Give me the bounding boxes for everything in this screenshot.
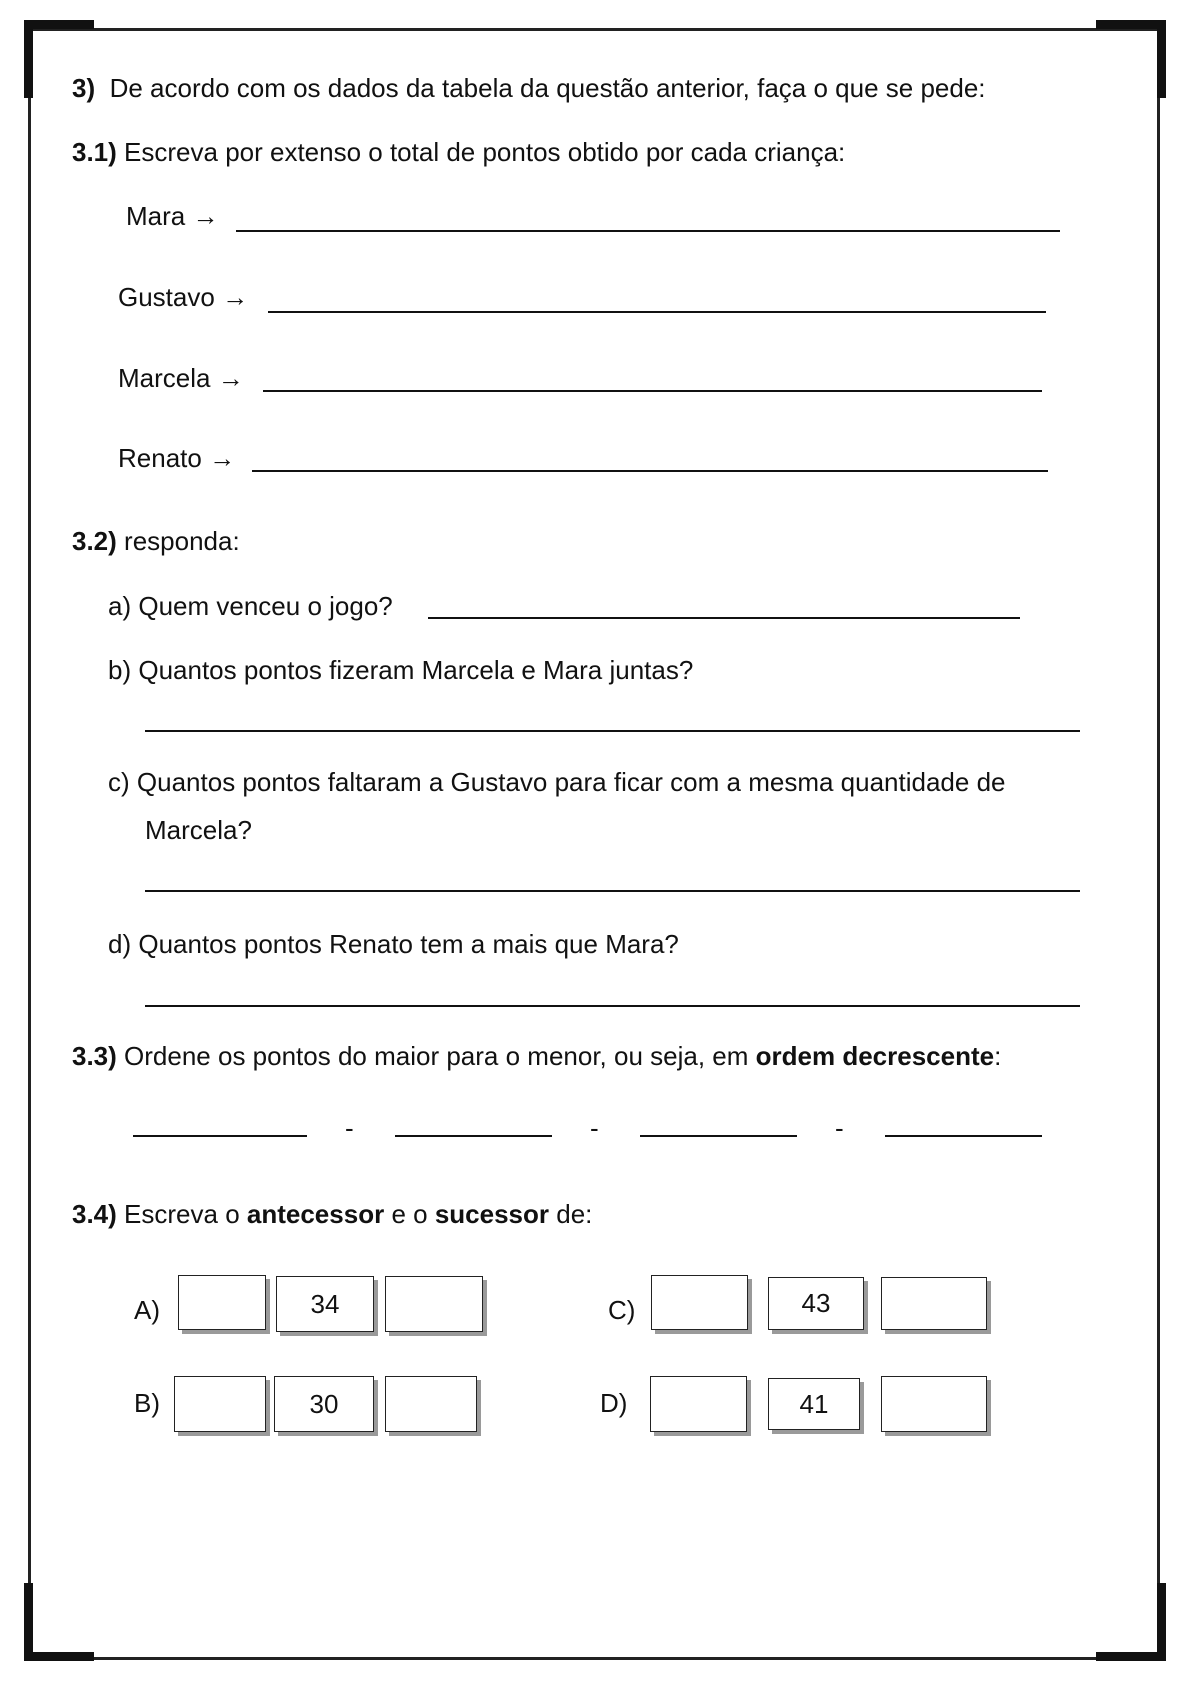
answer-line-gustavo[interactable] bbox=[268, 311, 1046, 313]
corner-top-right bbox=[1096, 20, 1166, 29]
question-3-3 bbox=[72, 1040, 1001, 1072]
item-d bbox=[108, 928, 679, 960]
item-text: Quantos pontos faltaram a Gustavo para ficar com a mesma quantidade de bbox=[136, 767, 1006, 797]
corner-bottom-right bbox=[1096, 1652, 1166, 1661]
number-box-a: 34 bbox=[276, 1276, 374, 1332]
item-c-continuation bbox=[145, 814, 252, 846]
antecessor-box-d[interactable] bbox=[650, 1376, 747, 1432]
question-3-2-number: 3.2) bbox=[72, 526, 117, 556]
question-3-4-bold-sucessor: sucessor bbox=[434, 1199, 550, 1229]
antecessor-box-b[interactable] bbox=[174, 1376, 266, 1432]
corner-top-right-v bbox=[1157, 20, 1166, 98]
question-3-4-number: 3.4) bbox=[72, 1199, 117, 1229]
number-box-d: 41 bbox=[768, 1378, 860, 1430]
order-separator: - bbox=[835, 1113, 844, 1143]
item-b bbox=[108, 654, 693, 686]
arrow-icon: → bbox=[209, 443, 236, 473]
child-row-mara bbox=[126, 200, 218, 232]
corner-bottom-left-v bbox=[24, 1583, 33, 1661]
question-3-2-text: responda: bbox=[124, 526, 240, 556]
corner-bottom-right-v bbox=[1157, 1583, 1166, 1661]
item-letter: d) bbox=[108, 929, 132, 959]
question-3-4-bold-antecessor: antecessor bbox=[246, 1199, 385, 1229]
answer-line-marcela[interactable] bbox=[263, 390, 1042, 392]
corner-bottom-left bbox=[24, 1652, 94, 1661]
question-3-3-number: 3.3) bbox=[72, 1041, 117, 1071]
question-3-1-number: 3.1) bbox=[72, 137, 117, 167]
arrow-icon: → bbox=[222, 282, 249, 312]
child-name: Marcela bbox=[118, 363, 211, 393]
question-3-4 bbox=[72, 1198, 592, 1230]
question-3-3-emphasis: ordem decrescente bbox=[755, 1041, 995, 1071]
question-3-3-text: Ordene os pontos do maior para o menor, ou seja, em bbox=[124, 1041, 749, 1071]
question-3-3-colon: : bbox=[994, 1041, 1002, 1071]
number-box-b: 30 bbox=[274, 1376, 374, 1432]
order-blank-4[interactable] bbox=[885, 1135, 1042, 1137]
number-box-c: 43 bbox=[768, 1277, 864, 1330]
child-row-marcela bbox=[118, 362, 244, 394]
item-letter: a) bbox=[108, 591, 132, 621]
question-3 bbox=[72, 72, 986, 104]
child-name: Mara bbox=[126, 201, 186, 231]
question-3-1 bbox=[72, 136, 845, 168]
group-label-c: C) bbox=[608, 1295, 636, 1325]
antecessor-box-c[interactable] bbox=[651, 1275, 748, 1330]
question-3-text: De acordo com os dados da tabela da questão anterior, faça o que se pede: bbox=[109, 73, 986, 103]
item-letter: c) bbox=[108, 767, 130, 797]
order-blank-1[interactable] bbox=[133, 1135, 307, 1137]
sucessor-box-b[interactable] bbox=[385, 1376, 477, 1432]
item-text: Quantos pontos Renato tem a mais que Mara? bbox=[138, 929, 679, 959]
order-blank-3[interactable] bbox=[640, 1135, 797, 1137]
item-text: Marcela? bbox=[145, 815, 252, 845]
group-label-d: D) bbox=[600, 1388, 628, 1418]
sucessor-box-c[interactable] bbox=[881, 1277, 987, 1330]
sucessor-box-d[interactable] bbox=[881, 1376, 987, 1432]
answer-line-renato[interactable] bbox=[252, 470, 1048, 472]
item-a bbox=[108, 590, 393, 622]
answer-line-d[interactable] bbox=[145, 1005, 1080, 1007]
antecessor-box-a[interactable] bbox=[178, 1275, 266, 1330]
answer-line-c[interactable] bbox=[145, 890, 1080, 892]
item-c bbox=[108, 766, 1006, 798]
item-text: Quantos pontos fizeram Marcela e Mara juntas? bbox=[138, 655, 694, 685]
item-letter: b) bbox=[108, 655, 132, 685]
order-separator: - bbox=[345, 1113, 354, 1143]
answer-line-mara[interactable] bbox=[236, 230, 1060, 232]
group-label-a: A) bbox=[134, 1295, 160, 1325]
child-name: Renato bbox=[118, 443, 202, 473]
question-3-2 bbox=[72, 525, 240, 557]
group-label-b: B) bbox=[134, 1388, 160, 1418]
answer-line-a[interactable] bbox=[428, 617, 1020, 619]
order-blank-2[interactable] bbox=[395, 1135, 552, 1137]
question-3-4-text-a: Escreva o bbox=[124, 1199, 240, 1229]
order-separator: - bbox=[590, 1113, 599, 1143]
sucessor-box-a[interactable] bbox=[385, 1276, 483, 1332]
item-text: Quem venceu o jogo? bbox=[138, 591, 393, 621]
corner-top-left-v bbox=[24, 20, 33, 98]
answer-line-b[interactable] bbox=[145, 730, 1080, 732]
child-row-gustavo bbox=[118, 281, 248, 313]
child-row-renato bbox=[118, 442, 235, 474]
question-3-1-text: Escreva por extenso o total de pontos obtido por cada criança: bbox=[124, 137, 846, 167]
corner-top-left bbox=[24, 20, 94, 29]
question-3-4-text-b: e o bbox=[391, 1199, 428, 1229]
question-3-4-text-c: de: bbox=[556, 1199, 593, 1229]
arrow-icon: → bbox=[192, 201, 219, 231]
question-3-number: 3) bbox=[72, 73, 96, 103]
arrow-icon: → bbox=[217, 363, 244, 393]
child-name: Gustavo bbox=[118, 282, 215, 312]
